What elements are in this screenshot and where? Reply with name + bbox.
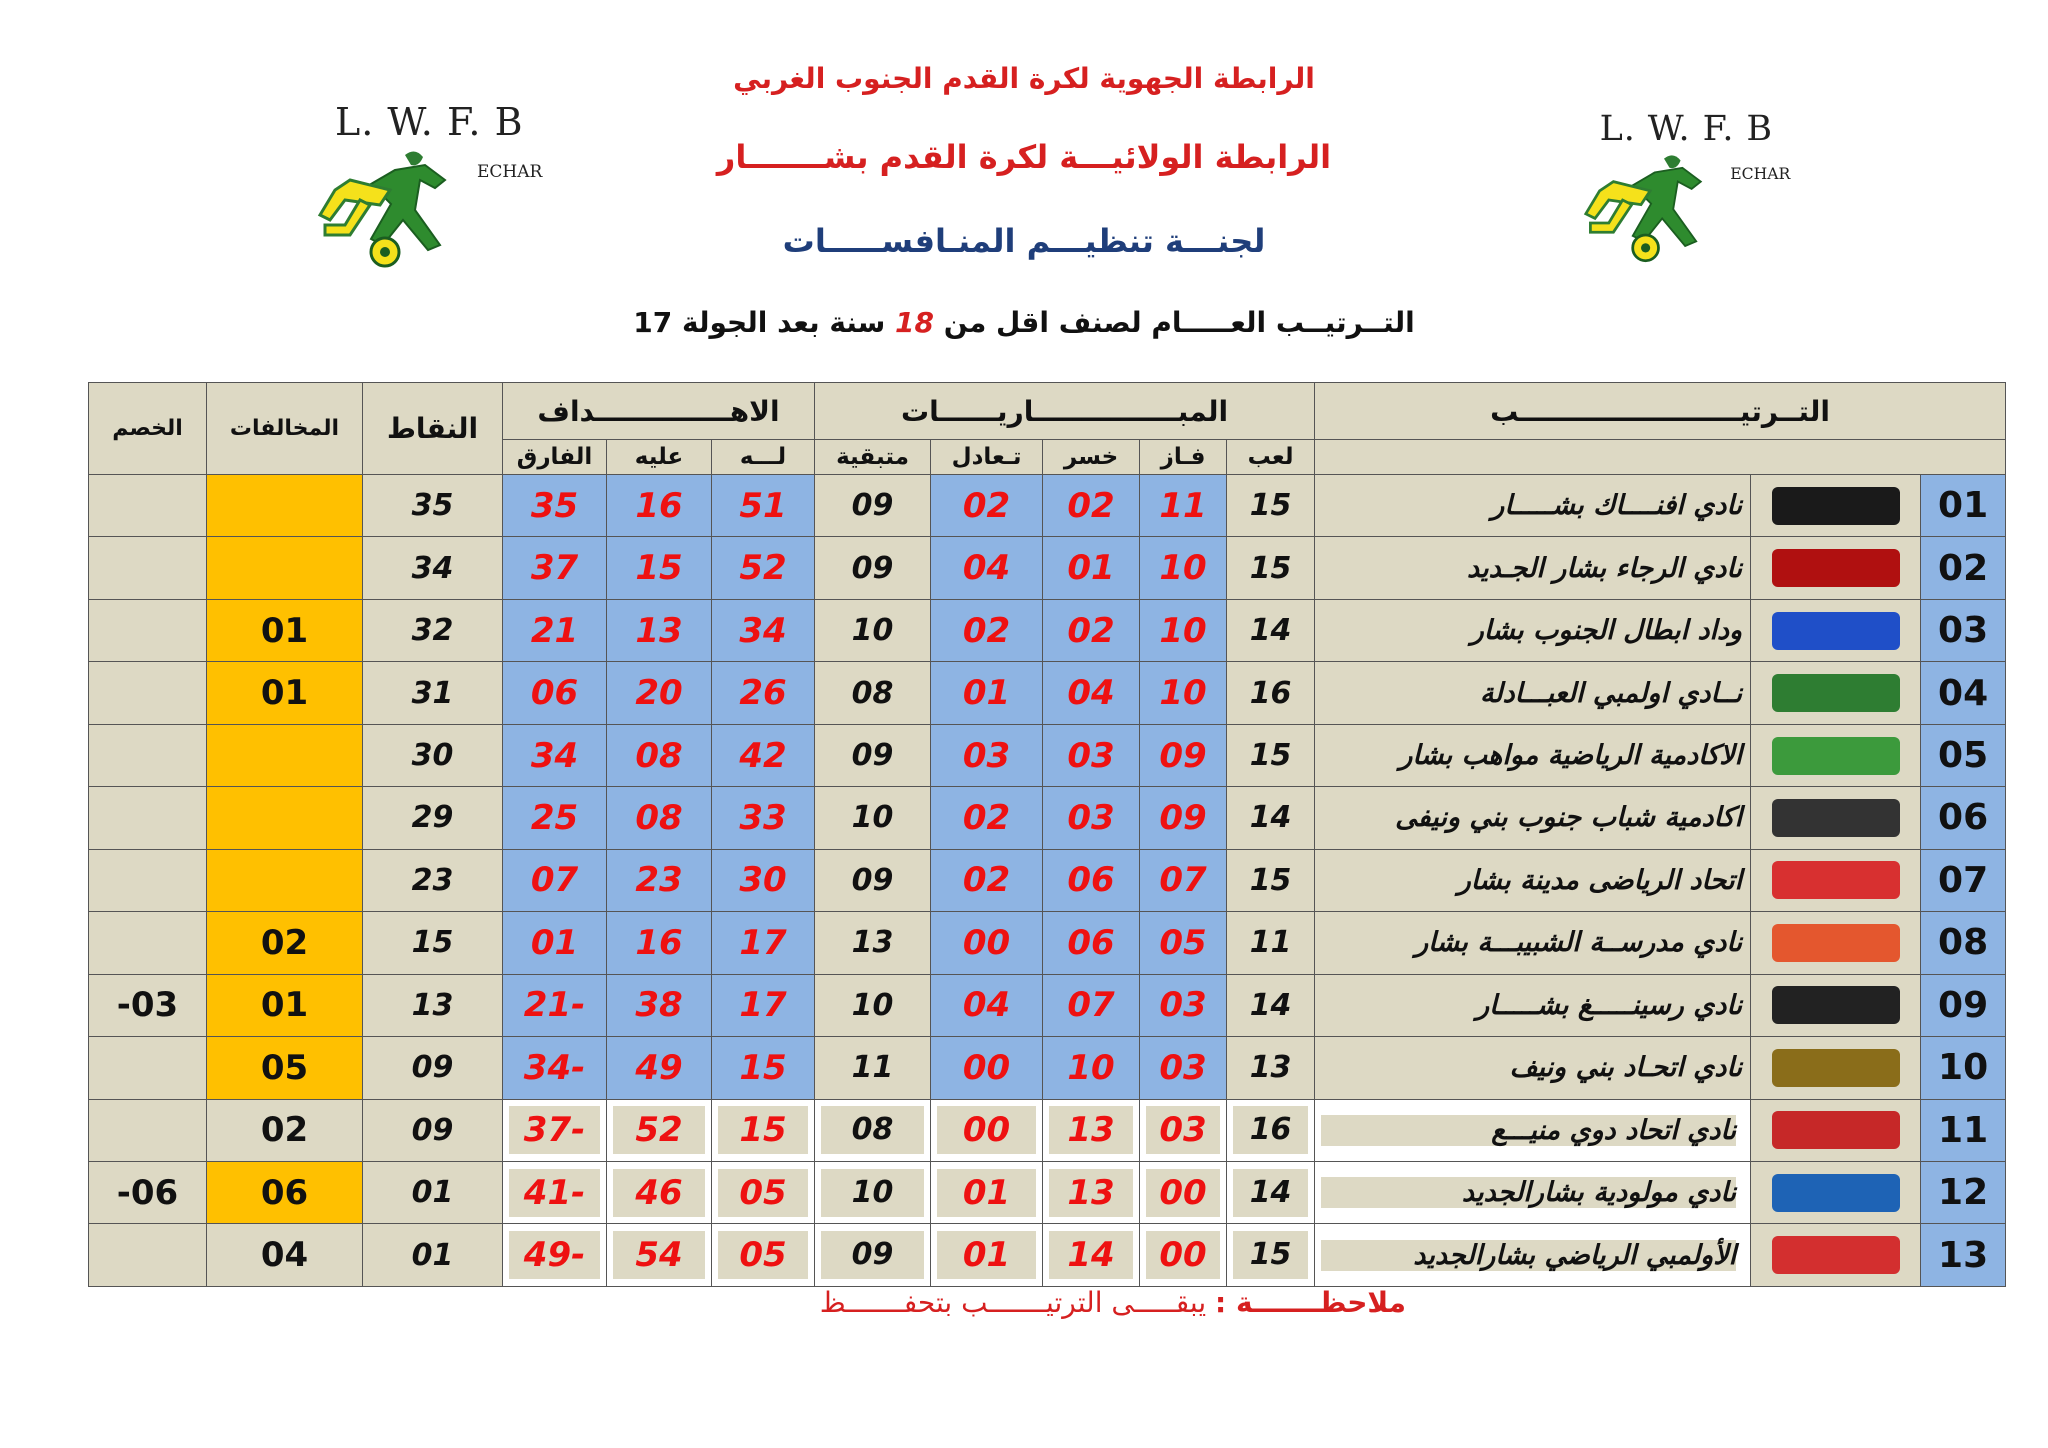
deduction-cell [89,599,207,661]
lost-cell: 02 [1043,599,1140,661]
goal-diff-cell: -34 [503,1037,607,1099]
team-logo-cell [1751,1161,1921,1223]
played-cell: 15 [1227,475,1315,537]
team-logo-cell [1751,787,1921,849]
played-cell: 14 [1227,974,1315,1036]
deduction-cell [89,849,207,911]
lost-cell: 07 [1043,974,1140,1036]
remaining-cell: 09 [815,537,931,599]
team-logo-icon [1772,549,1900,587]
team-logo-icon [1772,924,1900,962]
lost-cell-value: 14 [1049,1231,1133,1279]
team-name-cell: اتحاد الرياضى مدينة بشار [1315,849,1751,911]
committee-title: لجنـــة تنظيـــم المنـافســـــات [782,222,1266,260]
played-cell: 15 [1227,849,1315,911]
draw-cell-value: 00 [937,1106,1036,1154]
fouls-cell-value: 02 [213,1106,356,1154]
points-cell: 31 [363,662,503,724]
table-row [89,599,2006,661]
goals-for-cell-value: 05 [718,1169,808,1217]
goals-against-cell: 16 [607,912,712,974]
team-name-cell: نادي رسينـــــغ بشـــــار [1315,974,1751,1036]
remaining-cell: 11 [815,1037,931,1099]
goals-for-cell: 15 [712,1037,815,1099]
team-logo-icon [1772,861,1900,899]
team-name-cell: نادي مدرســة الشبيبـــة بشار [1315,912,1751,974]
team-name-cell [1315,1099,1751,1161]
goals-against-cell: 08 [607,787,712,849]
table-row [89,1161,2006,1223]
remaining-cell: 09 [815,724,931,786]
lost-cell: 02 [1043,475,1140,537]
league-logo-right [1572,108,1791,264]
won-cell [1140,1099,1227,1161]
goals-against-cell [607,1161,712,1223]
remaining-cell-value: 08 [821,1106,924,1154]
col-won: فـاز [1140,440,1227,475]
goals-for-cell-value: 15 [718,1106,808,1154]
deduction-cell: -03 [89,974,207,1036]
fouls-cell: 01 [207,599,363,661]
table-row [89,1224,2006,1287]
col-remaining: متبقية [815,440,931,475]
team-logo-icon [1772,674,1900,712]
team-logo-icon [1772,799,1900,837]
team-logo-cell [1751,1037,1921,1099]
goals-for-cell [712,1099,815,1161]
goals-against-cell-value: 46 [613,1169,705,1217]
team-logo-icon [1772,737,1900,775]
title-prefix: التــرتيــب العـــــام لصنف اقل من [934,306,1415,339]
rank-cell: 12 [1921,1161,2006,1223]
team-name-cell: نادي اتحـاد بني ونيف [1315,1037,1751,1099]
remaining-cell: 10 [815,599,931,661]
goal-diff-cell-value: -49 [509,1231,600,1279]
goals-against-cell [607,1224,712,1287]
points-cell: 09 [363,1099,503,1161]
table-row [89,662,2006,724]
col-for: لـــه [712,440,815,475]
remaining-cell [815,1161,931,1223]
points-cell: 29 [363,787,503,849]
goal-diff-cell: 21 [503,599,607,661]
col-deduction: الخصم [89,383,207,475]
fouls-cell: 06 [207,1161,363,1223]
remaining-cell: 10 [815,974,931,1036]
team-name-cell: الاكادمية الرياضية مواهب بشار [1315,724,1751,786]
draw-cell [931,1224,1043,1287]
lost-cell: 10 [1043,1037,1140,1099]
points-cell: 01 [363,1161,503,1223]
remaining-cell: 10 [815,787,931,849]
standings-body [89,475,2006,1287]
points-cell: 13 [363,974,503,1036]
played-cell-value: 16 [1233,1106,1308,1154]
goal-diff-cell-value: -37 [509,1106,600,1154]
won-cell: 09 [1140,724,1227,786]
won-cell: 03 [1140,1037,1227,1099]
goal-diff-cell [503,1161,607,1223]
goals-for-cell: 17 [712,974,815,1036]
rank-cell: 09 [1921,974,2006,1036]
goals-against-cell-value: 52 [613,1106,705,1154]
points-cell: 32 [363,599,503,661]
played-cell: 13 [1227,1037,1315,1099]
lost-cell: 06 [1043,849,1140,911]
played-cell: 14 [1227,787,1315,849]
note-text: يبقـــــى الترتيـــــــب بتحفـــــــظ [819,1286,1216,1319]
lost-cell [1043,1224,1140,1287]
lost-cell: 03 [1043,724,1140,786]
deduction-cell: -06 [89,1161,207,1223]
team-logo-cell [1751,849,1921,911]
draw-cell: 03 [931,724,1043,786]
deduction-cell [89,724,207,786]
standings-table [88,382,2006,1287]
lost-cell: 03 [1043,787,1140,849]
team-logo-cell [1751,1099,1921,1161]
league-wilaya-title: الرابطة الولائيـــة لكرة القدم بشـــــــار [716,138,1332,176]
goal-diff-cell [503,1224,607,1287]
team-logo-cell [1751,599,1921,661]
col-ranking-spacer [1315,440,2006,475]
goals-for-cell: 51 [712,475,815,537]
goal-diff-cell: 25 [503,787,607,849]
won-cell-value: 03 [1146,1106,1220,1154]
goals-for-cell: 42 [712,724,815,786]
rank-cell: 08 [1921,912,2006,974]
points-cell: 01 [363,1224,503,1287]
team-logo-cell [1751,537,1921,599]
rank-cell: 03 [1921,599,2006,661]
standings-title [0,306,2048,339]
note-label: ملاحظـــــــة : [1215,1286,1406,1319]
goals-for-cell: 30 [712,849,815,911]
logo-text: L. W. F. B [1599,108,1774,149]
fouls-cell: 01 [207,662,363,724]
team-logo-cell [1751,475,1921,537]
rank-cell: 10 [1921,1037,2006,1099]
fouls-cell [207,787,363,849]
table-row [89,912,2006,974]
table-row [89,475,2006,537]
team-name-cell: نادي افنــــاك بشـــــار [1315,475,1751,537]
deduction-cell [89,1224,207,1287]
goals-for-cell [712,1161,815,1223]
team-name-cell: وداد ابطال الجنوب بشار [1315,599,1751,661]
col-draw: تـعادل [931,440,1043,475]
deduction-cell [89,787,207,849]
won-cell: 10 [1140,662,1227,724]
col-ranking: التــرتيـــــــــــــــــــــــب [1315,383,2006,440]
team-logo-icon [1772,1174,1900,1212]
team-logo-cell [1751,912,1921,974]
draw-cell: 02 [931,475,1043,537]
col-goals: الاهــــــــــــــداف [503,383,815,440]
team-logo-cell [1751,662,1921,724]
draw-cell-value: 01 [937,1231,1036,1279]
goal-diff-cell: 35 [503,475,607,537]
goals-against-cell: 23 [607,849,712,911]
col-matches: المبـــــــــــــــاريــــــات [815,383,1315,440]
logo-text: L. W. F. B [335,100,524,144]
lost-cell: 04 [1043,662,1140,724]
goals-against-cell-value: 54 [613,1231,705,1279]
won-cell: 07 [1140,849,1227,911]
deduction-cell [89,537,207,599]
league-logo-left [305,100,543,270]
rank-cell: 01 [1921,475,2006,537]
goals-for-cell: 33 [712,787,815,849]
title-suffix: سنة بعد الجولة 17 [633,306,896,339]
lost-cell [1043,1161,1140,1223]
lost-cell-value: 13 [1049,1106,1133,1154]
table-row [89,974,2006,1036]
goals-for-cell: 26 [712,662,815,724]
goals-for-cell [712,1224,815,1287]
draw-cell: 04 [931,974,1043,1036]
won-cell [1140,1161,1227,1223]
points-cell: 09 [363,1037,503,1099]
team-name-cell [1315,1161,1751,1223]
played-cell [1227,1099,1315,1161]
played-cell-value: 14 [1233,1169,1308,1217]
team-logo-cell [1751,724,1921,786]
draw-cell-value: 01 [937,1169,1036,1217]
logo-vertical-text: ECHAR [1730,165,1791,184]
table-row [89,849,2006,911]
goal-diff-cell: 07 [503,849,607,911]
played-cell: 16 [1227,662,1315,724]
team-name-cell-value: الأولمبي الرياضي بشارالجديد [1321,1240,1736,1271]
table-row [89,1037,2006,1099]
logo-vertical-text: ECHAR [477,162,543,182]
fouls-cell: 05 [207,1037,363,1099]
goals-against-cell: 15 [607,537,712,599]
remaining-cell [815,1099,931,1161]
won-cell: 09 [1140,787,1227,849]
goals-against-cell: 38 [607,974,712,1036]
points-cell: 23 [363,849,503,911]
rank-cell: 05 [1921,724,2006,786]
remaining-cell-value: 09 [821,1231,924,1279]
football-player-icon [1577,145,1733,265]
played-cell: 15 [1227,537,1315,599]
team-logo-icon [1772,986,1900,1024]
team-logo-icon [1772,1236,1900,1274]
table-row [89,537,2006,599]
points-cell: 34 [363,537,503,599]
team-logo-icon [1772,1111,1900,1149]
draw-cell: 00 [931,912,1043,974]
team-logo-icon [1772,487,1900,525]
team-logo-cell [1751,974,1921,1036]
team-logo-icon [1772,612,1900,650]
table-row [89,724,2006,786]
table-row [89,1099,2006,1161]
fouls-cell: 02 [207,912,363,974]
col-played: لعب [1227,440,1315,475]
points-cell: 30 [363,724,503,786]
draw-cell: 00 [931,1037,1043,1099]
deduction-cell [89,1099,207,1161]
team-name-cell: نادي الرجاء بشار الجـديد [1315,537,1751,599]
goals-against-cell: 20 [607,662,712,724]
team-name-cell [1315,1224,1751,1287]
goals-for-cell: 34 [712,599,815,661]
league-regional-title: الرابطة الجهوية لكرة القدم الجنوب الغربي [733,62,1315,95]
won-cell [1140,1224,1227,1287]
rank-cell: 06 [1921,787,2006,849]
draw-cell [931,1099,1043,1161]
lost-cell-value: 13 [1049,1169,1133,1217]
won-cell: 05 [1140,912,1227,974]
goals-against-cell: 16 [607,475,712,537]
played-cell: 14 [1227,599,1315,661]
lost-cell [1043,1099,1140,1161]
rank-cell: 13 [1921,1224,2006,1287]
goal-diff-cell: 06 [503,662,607,724]
fouls-cell [207,537,363,599]
rank-cell: 04 [1921,662,2006,724]
goal-diff-cell: 34 [503,724,607,786]
remaining-cell-value: 10 [821,1169,924,1217]
won-cell-value: 00 [1146,1231,1220,1279]
deduction-cell [89,662,207,724]
fouls-cell [207,849,363,911]
table-row [89,787,2006,849]
won-cell-value: 00 [1146,1169,1220,1217]
goals-for-cell: 17 [712,912,815,974]
won-cell: 03 [1140,974,1227,1036]
played-cell: 15 [1227,724,1315,786]
lost-cell: 06 [1043,912,1140,974]
goals-against-cell: 08 [607,724,712,786]
fouls-cell: 01 [207,974,363,1036]
played-cell [1227,1224,1315,1287]
remaining-cell: 09 [815,849,931,911]
played-cell-value: 15 [1233,1231,1308,1279]
deduction-cell [89,475,207,537]
draw-cell: 02 [931,849,1043,911]
fouls-cell [207,475,363,537]
played-cell: 11 [1227,912,1315,974]
goals-for-cell: 52 [712,537,815,599]
col-fouls: المخالفات [207,383,363,475]
draw-cell: 01 [931,662,1043,724]
remaining-cell [815,1224,931,1287]
team-name-cell: اكادمية شباب جنوب بني ونيفى [1315,787,1751,849]
goal-diff-cell: -21 [503,974,607,1036]
fouls-cell [207,1099,363,1161]
lost-cell: 01 [1043,537,1140,599]
goals-against-cell: 13 [607,599,712,661]
draw-cell: 02 [931,787,1043,849]
col-diff: الفارق [503,440,607,475]
rank-cell: 02 [1921,537,2006,599]
goal-diff-cell: 01 [503,912,607,974]
col-points: النقاط [363,383,503,475]
goal-diff-cell: 37 [503,537,607,599]
goals-against-cell: 49 [607,1037,712,1099]
goals-for-cell-value: 05 [718,1231,808,1279]
deduction-cell [89,912,207,974]
note [0,1286,1406,1319]
remaining-cell: 08 [815,662,931,724]
draw-cell [931,1161,1043,1223]
team-name-cell-value: نادي مولودية بشارالجديد [1321,1177,1736,1208]
col-against: عليه [607,440,712,475]
played-cell [1227,1161,1315,1223]
goal-diff-cell [503,1099,607,1161]
draw-cell: 04 [931,537,1043,599]
draw-cell: 02 [931,599,1043,661]
goal-diff-cell-value: -41 [509,1169,600,1217]
fouls-cell-value: 04 [213,1231,356,1279]
team-name-cell-value: نادي اتحاد دوي منيـــع [1321,1115,1736,1146]
title-age: 18 [895,306,934,339]
points-cell: 35 [363,475,503,537]
points-cell: 15 [363,912,503,974]
deduction-cell [89,1037,207,1099]
football-player-icon [310,140,480,270]
team-logo-cell [1751,1224,1921,1287]
rank-cell: 11 [1921,1099,2006,1161]
team-logo-icon [1772,1049,1900,1087]
won-cell: 10 [1140,599,1227,661]
team-name-cell: نــادي اولمبي العبـــادلة [1315,662,1751,724]
goals-against-cell [607,1099,712,1161]
remaining-cell: 09 [815,475,931,537]
col-lost: خسر [1043,440,1140,475]
fouls-cell [207,1224,363,1287]
rank-cell: 07 [1921,849,2006,911]
won-cell: 11 [1140,475,1227,537]
remaining-cell: 13 [815,912,931,974]
won-cell: 10 [1140,537,1227,599]
fouls-cell [207,724,363,786]
